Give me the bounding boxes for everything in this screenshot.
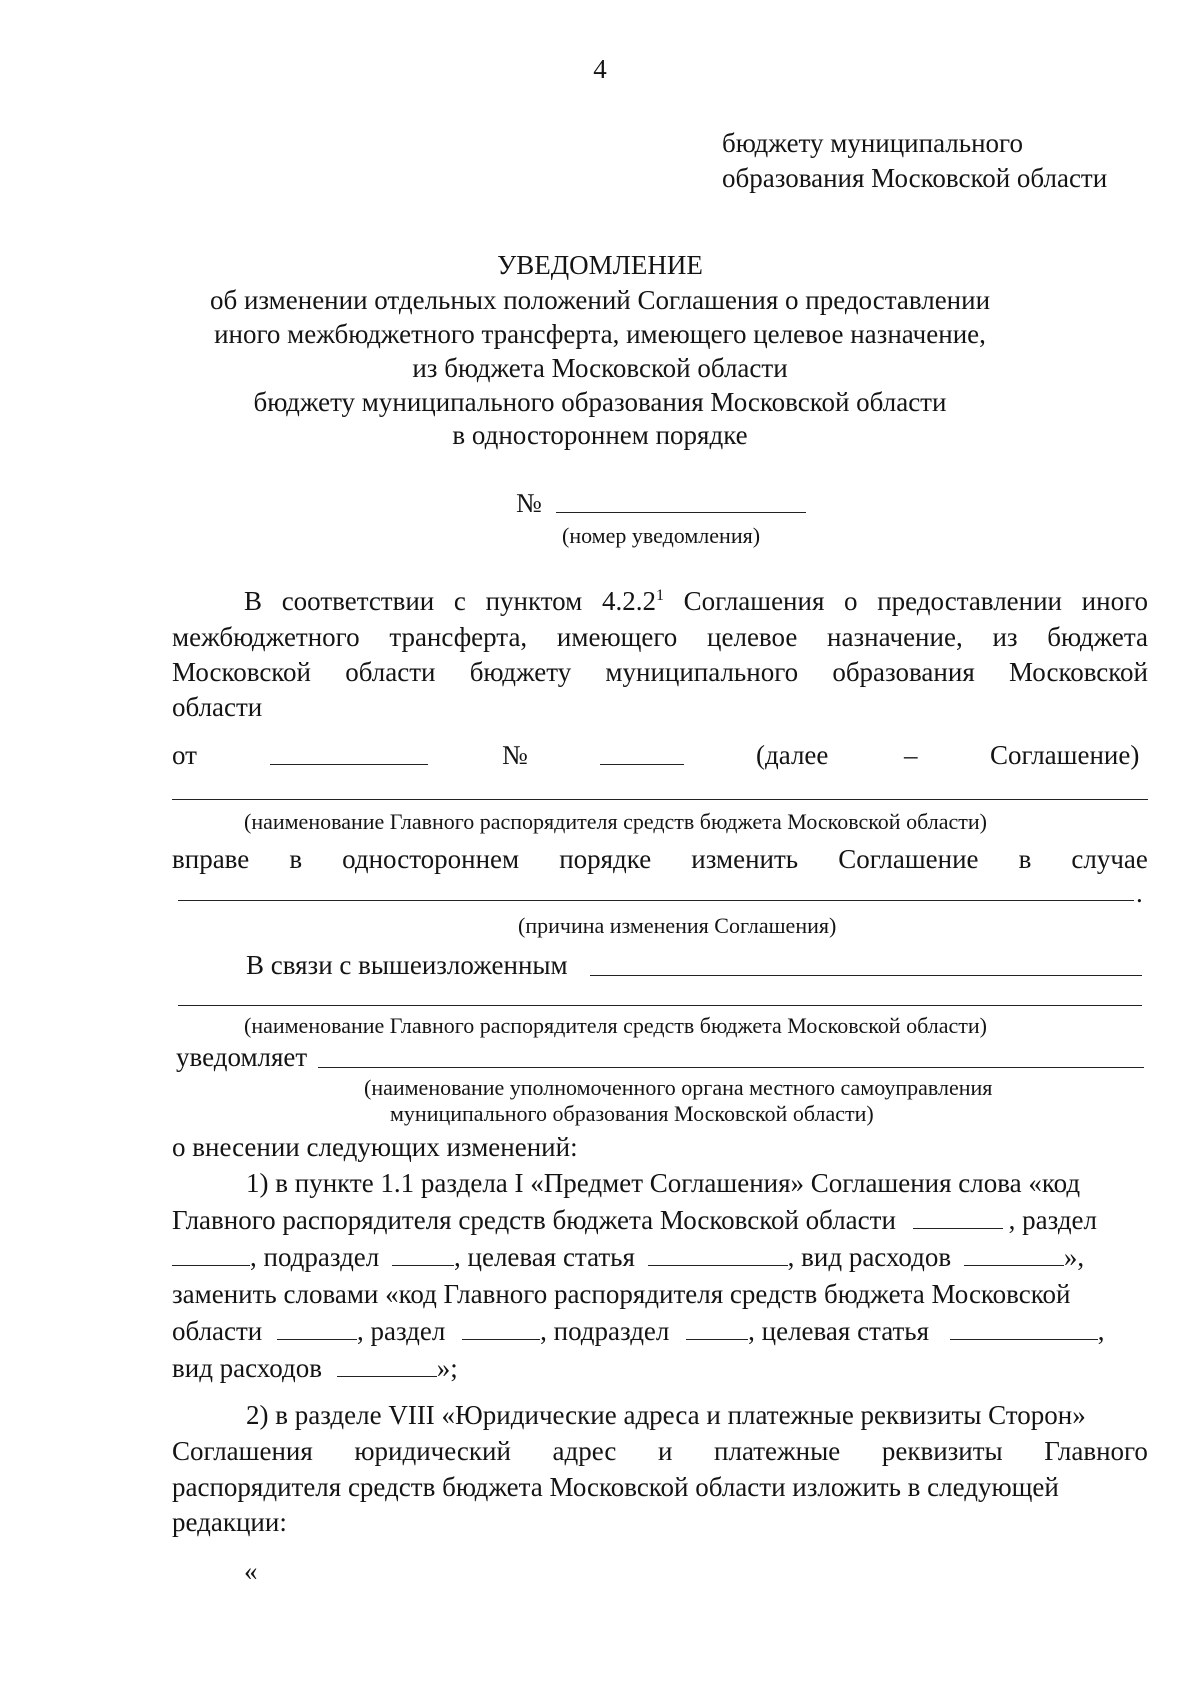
main-admin-field-1[interactable] [172, 799, 1148, 800]
changes-intro: о внесении следующих изменений: [172, 1132, 578, 1162]
item1-line-6: вид расходов »; [172, 1353, 458, 1383]
new-subsection-field[interactable] [686, 1315, 748, 1340]
item1-line-4: заменить словами «код Главного распорядителя средств бюджета Московской [172, 1279, 1071, 1309]
document-heading: УВЕДОМЛЕНИЕ [497, 250, 703, 280]
item1-line-3: , подраздел , целевая статья , вид расходов », [172, 1240, 1084, 1275]
local-body-caption-1: (наименование уполномоченного органа местного самоуправления [364, 1075, 993, 1100]
notification-number-field[interactable] [556, 512, 806, 513]
para1-line-2: межбюджетного трансферта, имеющего целевое назначение, из бюджета [172, 622, 1148, 652]
local-body-caption-2: муниципального образования Московской области) [390, 1101, 874, 1126]
title-line-3: из бюджета Московской области [412, 353, 788, 383]
old-subsection-field[interactable] [392, 1241, 454, 1266]
item2-line-2: Соглашения юридический адрес и платежные реквизиты Главного [172, 1436, 1148, 1466]
old-target-article-field[interactable] [648, 1241, 788, 1266]
number-sign: № [516, 488, 542, 518]
addressee-line-1: бюджету муниципального [722, 128, 1023, 158]
local-body-field[interactable] [318, 1067, 1144, 1068]
item1-line-5: области , раздел , подраздел , целевая статья , [172, 1316, 1105, 1346]
title-line-4: бюджету муниципального образования Московской области [253, 387, 947, 417]
new-target-article-field[interactable] [950, 1315, 1098, 1340]
main-admin-field-2a[interactable] [590, 975, 1142, 976]
agreement-number-sign: № [502, 740, 528, 770]
item2-line-1: 2) в разделе VIII «Юридические адреса и платежные реквизиты Сторон» [246, 1400, 1086, 1430]
para2-line-1: вправе в одностороннем порядке изменить Соглашение в случае [172, 844, 1148, 874]
old-expense-type-field[interactable] [964, 1241, 1064, 1266]
title-line-2: иного межбюджетного трансферта, имеющего целевое назначение, [214, 319, 986, 349]
new-expense-type-field[interactable] [337, 1352, 437, 1377]
notification-number-caption: (номер уведомления) [562, 523, 761, 548]
agreement-date-field[interactable] [270, 764, 428, 765]
main-admin-caption-1: (наименование Главного распорядителя средств бюджета Московской области) [244, 809, 987, 834]
item1-line-2: Главного распорядителя средств бюджета Московской области , раздел [172, 1205, 1098, 1235]
para1-line-4: области [172, 692, 263, 722]
dash: – [904, 740, 918, 770]
opening-quote: « [244, 1556, 258, 1586]
notifies-label: уведомляет [176, 1042, 308, 1072]
new-admin-code-field[interactable] [277, 1315, 357, 1340]
agreement-number-field[interactable] [600, 764, 684, 765]
agreement-label: Соглашение) [990, 740, 1140, 770]
item2-line-4: редакции: [172, 1507, 287, 1537]
reason-field[interactable] [178, 900, 1134, 901]
addressee-line-2: образования Московской области [722, 163, 1108, 193]
reason-caption: (причина изменения Соглашения) [518, 913, 837, 938]
title-line-1: об изменении отдельных положений Соглашения о предоставлении [209, 285, 991, 315]
reason-end-dot: . [1136, 878, 1143, 908]
item2-line-3: распорядителя средств бюджета Московской области изложить в следующей [172, 1472, 1059, 1502]
from-label: от [172, 740, 197, 770]
title-line-5: в одностороннем порядке [452, 420, 748, 450]
main-admin-field-2b[interactable] [178, 1005, 1142, 1006]
page-number: 4 [593, 54, 607, 84]
in-connection-label: В связи с вышеизложенным [246, 950, 568, 980]
old-section-field[interactable] [172, 1241, 250, 1266]
item1-line-1: 1) в пункте 1.1 раздела I «Предмет Соглашения» Соглашения слова «код [246, 1168, 1081, 1198]
new-section-field[interactable] [462, 1315, 540, 1340]
main-admin-caption-2: (наименование Главного распорядителя средств бюджета Московской области) [244, 1013, 987, 1038]
para1-line-3: Московской области бюджету муниципального образования Московской [172, 657, 1148, 687]
hereinafter-label: (далее [756, 740, 829, 770]
para1-line-1: В соответствии с пунктом 4.2.2$^1$ Соглашения о предоставлении иного [244, 586, 1148, 616]
old-admin-code-field[interactable] [913, 1204, 1003, 1229]
